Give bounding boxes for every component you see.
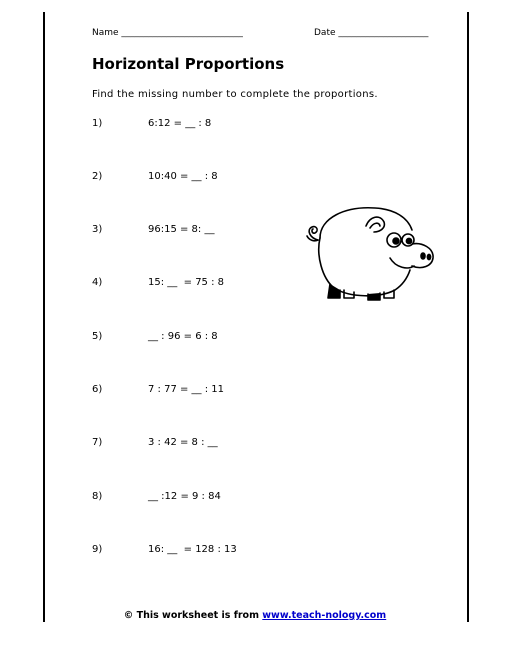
question-expression: 10:40 = __ : 8 bbox=[148, 171, 218, 182]
question-number: 2) bbox=[92, 171, 103, 182]
footer-credit bbox=[0, 610, 510, 621]
question-number: 9) bbox=[92, 544, 103, 555]
page-border-right bbox=[467, 12, 469, 622]
question-number: 8) bbox=[92, 491, 103, 502]
instructions: Find the missing number to complete the proportions. bbox=[92, 89, 378, 100]
question-expression: 96:15 = 8: __ bbox=[148, 224, 215, 235]
question-expression: 16: __ = 128 : 13 bbox=[148, 544, 237, 555]
question-number: 5) bbox=[92, 331, 103, 342]
question-expression: __ :12 = 9 : 84 bbox=[148, 491, 221, 502]
worksheet-title: Horizontal Proportions bbox=[92, 55, 285, 73]
name-field: Name ___________________________ bbox=[92, 28, 243, 38]
question-number: 6) bbox=[92, 384, 103, 395]
question-expression: 3 : 42 = 8 : __ bbox=[148, 437, 218, 448]
question-number: 4) bbox=[92, 277, 103, 288]
question-expression: 7 : 77 = __ : 11 bbox=[148, 384, 225, 395]
question-expression: 15: __ = 75 : 8 bbox=[148, 277, 225, 288]
date-field: Date ____________________ bbox=[314, 28, 429, 38]
question-number: 7) bbox=[92, 437, 103, 448]
question-expression: __ : 96 = 6 : 8 bbox=[148, 331, 218, 342]
teach-nology-link[interactable]: www.teach-nology.com bbox=[262, 610, 387, 621]
question-number: 1) bbox=[92, 118, 103, 129]
question-expression: 6:12 = __ : 8 bbox=[148, 118, 212, 129]
question-number: 3) bbox=[92, 224, 103, 235]
pig-cartoon-icon bbox=[300, 200, 440, 310]
footer-prefix: © This worksheet is from bbox=[123, 610, 263, 621]
page-border-left bbox=[43, 12, 45, 622]
